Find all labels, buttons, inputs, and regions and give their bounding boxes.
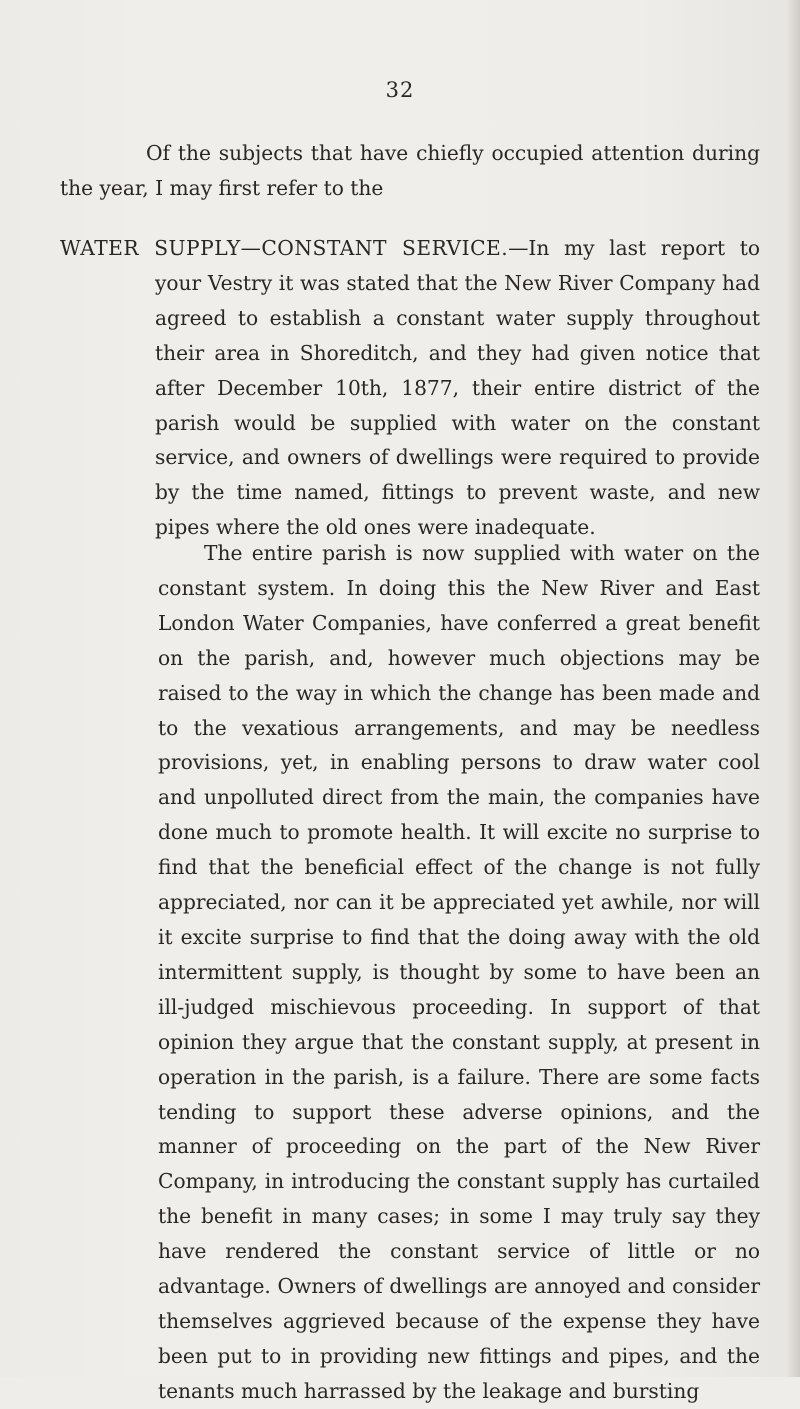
page-number: 32 bbox=[385, 78, 415, 102]
intro-paragraph: Of the subjects that have chiefly occupied attention during the year, I may first refer to the bbox=[60, 141, 760, 200]
section-heading: WATER SUPPLY—CONSTANT SERVICE. bbox=[60, 236, 509, 260]
water-supply-body: —In my last report to your Vestry it was stated that the New River Company had agreed to establish a constant water supply throughout their area in Shoreditch, and they had given notice that after December 10th, 1877, their entire district of the parish would be supplied with water on the constant service, and owners of dwellings were required to provide by the time named, fittings to prevent waste, and new pipes where the old ones were inadequate. bbox=[155, 236, 760, 540]
constant-system-paragraph: The entire parish is now supplied with water on the constant system. In doing this the New River and East London Water Companies, have conferred a great benefit on the parish, and, however much objections may be raised to the way in which the change has been made and to the vexatious arrangements, and may be needless provisions, yet, in enabling persons to draw water cool and unpolluted direct from the main, the companies have done much to promote health. It will excite no surprise to find that the beneficial effect of the change is not fully appreciated, nor can it be appreciated yet awhile, nor will it excite surprise to find that the doing away with the old intermittent supply, is thought by some to have been an ill-judged mischievous proceeding. In support of that opinion they argue that the constant supply, at present in operation in the parish, is a failure. There are some facts tending to support these adverse opinions, and the manner of proceeding on the part of the New River Company, in introducing the constant supply has curtailed the benefit in many cases; in some I may truly say they have rendered the constant service of little or no advantage. Owners of dwellings are annoyed and consider themselves aggrieved because of the expense they have been put to in providing new fittings and pipes, and the tenants much harrassed by the leakage and bursting bbox=[158, 541, 760, 1403]
page-edge-shadow bbox=[786, 0, 800, 1377]
water-supply-paragraph bbox=[60, 231, 760, 545]
